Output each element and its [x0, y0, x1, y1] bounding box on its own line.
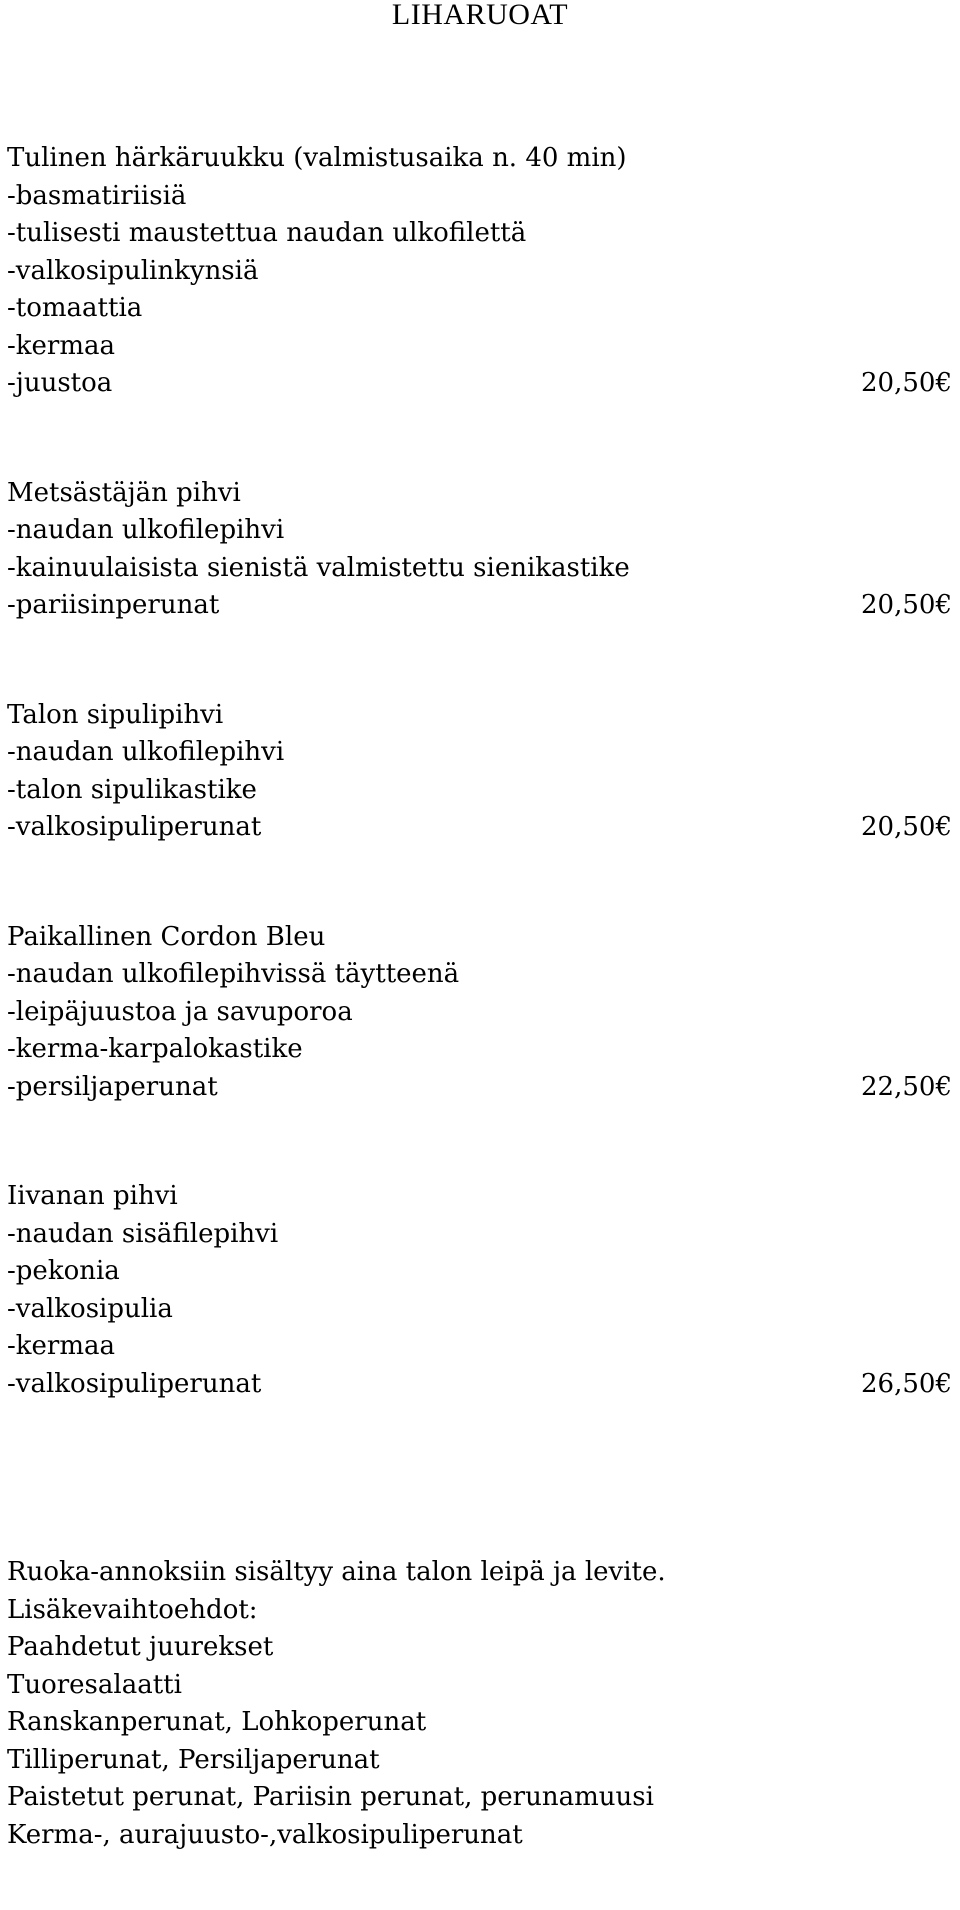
ingredient: -naudan ulkofilepihvi	[7, 515, 285, 545]
ingredient-line	[7, 550, 952, 588]
ingredient-line-with-price	[7, 809, 952, 847]
dish-name-line	[7, 1178, 952, 1216]
ingredient-line	[7, 215, 952, 253]
dish-item	[7, 697, 952, 847]
ingredient: -leipäjuustoa ja savuporoa	[7, 996, 353, 1027]
dish-name-line	[7, 919, 952, 957]
ingredient: -basmatiriisiä	[7, 180, 187, 211]
ingredient-line	[7, 1216, 952, 1254]
note-text: Tilliperunat, Persiljaperunat	[7, 1744, 380, 1775]
ingredient: -valkosipulia	[7, 1293, 173, 1324]
dish-name: Tulinen härkäruukku (valmistusaika n. 40 min)	[7, 143, 627, 173]
ingredient: -naudan ulkofilepihvi	[7, 737, 285, 767]
ingredient: -valkosipulinkynsiä	[7, 255, 259, 286]
dish-name: Metsästäjän pihvi	[7, 477, 241, 508]
ingredient: -pekonia	[7, 1256, 120, 1286]
ingredient-line	[7, 1253, 952, 1291]
dish-price: 20,50€	[861, 812, 952, 842]
ingredient-line	[7, 956, 952, 994]
note-line	[7, 1742, 952, 1780]
note-text: Kerma-, aurajuusto-,valkosipuliperunat	[7, 1819, 523, 1850]
ingredient-line	[7, 772, 952, 810]
note-text: Ranskanperunat, Lohkoperunat	[7, 1707, 427, 1737]
ingredient-line	[7, 1328, 952, 1366]
ingredient-line-with-price	[7, 365, 952, 403]
ingredient: -kermaa	[7, 1331, 116, 1361]
ingredient: -naudan sisäfilepihvi	[7, 1218, 279, 1249]
ingredient: -kainuulaisista sienistä valmistettu sienikastike	[7, 552, 630, 583]
side-options-notes	[7, 1554, 952, 1854]
note-line	[7, 1592, 952, 1630]
dish-item	[7, 1178, 952, 1403]
note-line	[7, 1667, 952, 1705]
dish-name-line	[7, 697, 952, 735]
note-text: Lisäkevaihtoehdot:	[7, 1594, 258, 1625]
ingredient-line	[7, 512, 952, 550]
dish-price: 20,50€	[861, 590, 952, 620]
ingredient-line-with-price	[7, 587, 952, 625]
ingredient-line	[7, 734, 952, 772]
ingredient-line	[7, 1031, 952, 1069]
ingredient: -pariisinperunat	[7, 590, 220, 620]
ingredient: -valkosipuliperunat	[7, 812, 262, 842]
dish-item	[7, 919, 952, 1107]
ingredient-line	[7, 253, 952, 291]
dish-list	[7, 140, 952, 1854]
ingredient: -juustoa	[7, 368, 113, 398]
ingredient-line-with-price	[7, 1366, 952, 1404]
dish-name-line	[7, 140, 952, 178]
note-line	[7, 1629, 952, 1667]
note-text: Paahdetut juurekset	[7, 1632, 274, 1662]
note-line	[7, 1817, 952, 1855]
ingredient-line-with-price	[7, 1069, 952, 1107]
note-line	[7, 1779, 952, 1817]
dish-price: 20,50€	[861, 368, 952, 398]
page-title: LIHARUOAT	[391, 0, 569, 31]
dish-price: 26,50€	[861, 1368, 952, 1399]
dish-name: Iivanan pihvi	[7, 1181, 178, 1211]
ingredient: -persiljaperunat	[7, 1071, 218, 1102]
ingredient: -naudan ulkofilepihvissä täytteenä	[7, 959, 460, 989]
dish-name: Paikallinen Cordon Bleu	[7, 921, 326, 952]
note-text: Tuoresalaatti	[7, 1669, 182, 1700]
note-line	[7, 1704, 952, 1742]
dish-item	[7, 140, 952, 403]
dish-item	[7, 475, 952, 625]
dish-name-line	[7, 475, 952, 513]
dish-price: 22,50€	[861, 1071, 952, 1102]
dish-name: Talon sipulipihvi	[7, 699, 224, 730]
ingredient: -talon sipulikastike	[7, 774, 257, 805]
note-text: Paistetut perunat, Pariisin perunat, perunamuusi	[7, 1782, 654, 1812]
ingredient: -tomaattia	[7, 293, 143, 323]
ingredient-line	[7, 328, 952, 366]
ingredient: -kerma-karpalokastike	[7, 1034, 303, 1064]
ingredient: -kermaa	[7, 330, 116, 361]
ingredient: -valkosipuliperunat	[7, 1368, 262, 1399]
ingredient-line	[7, 178, 952, 216]
note-line	[7, 1554, 952, 1592]
ingredient-line	[7, 994, 952, 1032]
ingredient: -tulisesti maustettua naudan ulkofilettä	[7, 218, 527, 248]
ingredient-line	[7, 1291, 952, 1329]
note-text: Ruoka-annoksiin sisältyy aina talon leipä ja levite.	[7, 1557, 666, 1587]
ingredient-line	[7, 290, 952, 328]
